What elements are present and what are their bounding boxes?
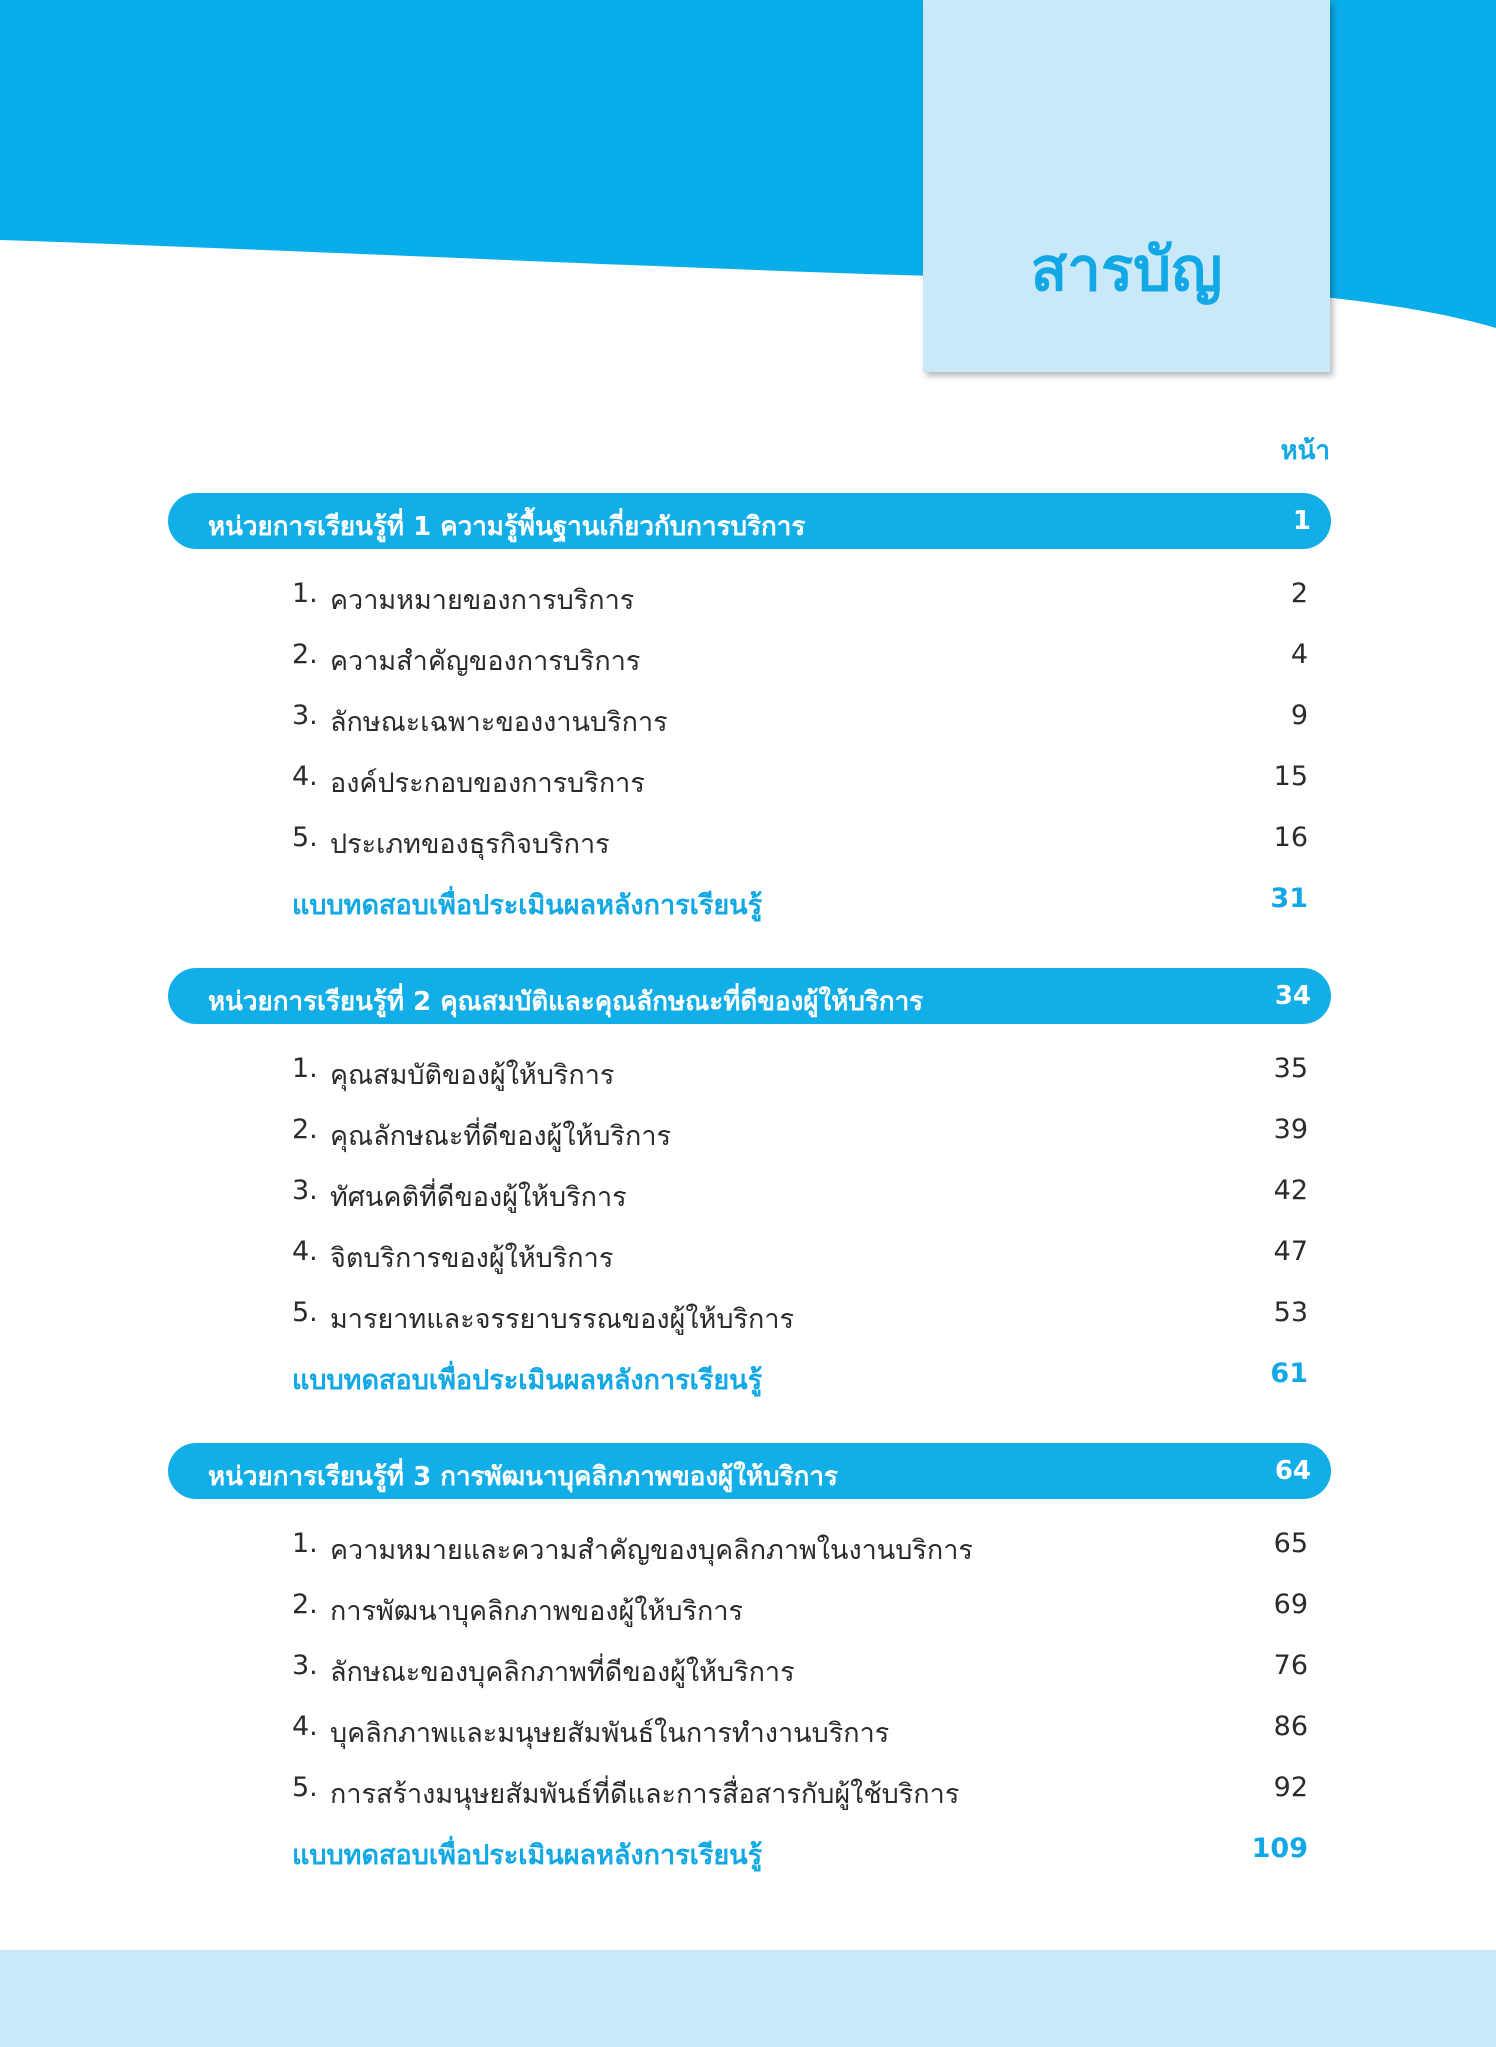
entry-title: ความหมายและความสำคัญของบุคลิกภาพในงานบริการ [330,1535,973,1566]
entry-title: การพัฒนาบุคลิกภาพของผู้ให้บริการ [330,1596,743,1627]
unit-title: หน่วยการเรียนรู้ที่ 3 การพัฒนาบุคลิกภาพของผู้ให้บริการ [208,1462,838,1492]
entry-page-number: 2 [1290,578,1308,609]
entry-number: 1. [292,1528,318,1559]
toc-entry[interactable] [292,1114,1308,1158]
entry-page-number: 35 [1273,1053,1308,1084]
page-column-label: หน้า [1280,436,1330,466]
unit-page-number: 64 [1274,1456,1311,1486]
entry-page-number: 15 [1273,761,1308,792]
toc-entry[interactable] [292,700,1308,744]
entry-title: การสร้างมนุษยสัมพันธ์ที่ดีและการสื่อสารกับผู้ใช้บริการ [330,1779,960,1810]
entry-title: ความสำคัญของการบริการ [330,646,641,677]
toc-entry[interactable] [292,1236,1308,1280]
toc-entry[interactable] [292,578,1308,622]
toc-entry[interactable] [292,1589,1308,1633]
entry-page-number: 76 [1273,1650,1308,1681]
entry-title: จิตบริการของผู้ให้บริการ [330,1243,614,1274]
quiz-page-number: 109 [1251,1833,1308,1864]
title-box [923,0,1330,372]
quiz-entry[interactable] [292,1358,1308,1402]
unit-title: หน่วยการเรียนรู้ที่ 1 ความรู้พื้นฐานเกี่ยวกับการบริการ [208,512,806,542]
entry-title: คุณสมบัติของผู้ให้บริการ [330,1060,615,1091]
quiz-title: แบบทดสอบเพื่อประเมินผลหลังการเรียนรู้ [292,1365,763,1396]
entry-title: มารยาทและจรรยาบรรณของผู้ให้บริการ [330,1304,794,1335]
unit-header-bar[interactable] [168,1443,1331,1499]
entry-page-number: 65 [1273,1528,1308,1559]
entry-page-number: 42 [1273,1175,1308,1206]
toc-entry[interactable] [292,639,1308,683]
quiz-entry[interactable] [292,883,1308,927]
entry-title: ลักษณะของบุคลิกภาพที่ดีของผู้ให้บริการ [330,1657,795,1688]
unit-header-bar[interactable] [168,493,1331,549]
toc-entry[interactable] [292,1772,1308,1816]
toc-entry[interactable] [292,1053,1308,1097]
entry-page-number: 39 [1273,1114,1308,1145]
entry-number: 5. [292,822,318,853]
entry-number: 2. [292,639,318,670]
quiz-title: แบบทดสอบเพื่อประเมินผลหลังการเรียนรู้ [292,890,763,921]
entry-page-number: 53 [1273,1297,1308,1328]
quiz-page-number: 61 [1270,1358,1308,1389]
quiz-page-number: 31 [1270,883,1308,914]
unit-page-number: 1 [1292,506,1311,536]
page-title: สารบัญ [1030,235,1223,305]
toc-entry[interactable] [292,761,1308,805]
entry-number: 3. [292,1175,318,1206]
entry-title: บุคลิกภาพและมนุษยสัมพันธ์ในการทำงานบริการ [330,1718,890,1749]
quiz-entry[interactable] [292,1833,1308,1877]
entry-number: 2. [292,1589,318,1620]
toc-entry[interactable] [292,1711,1308,1755]
entry-number: 5. [292,1297,318,1328]
entry-title: ทัศนคติที่ดีของผู้ให้บริการ [330,1182,627,1213]
unit-header-bar[interactable] [168,968,1331,1024]
entry-title: ลักษณะเฉพาะของงานบริการ [330,707,668,738]
entry-page-number: 16 [1273,822,1308,853]
entry-title: ความหมายของการบริการ [330,585,635,616]
toc-entry[interactable] [292,822,1308,866]
toc-entry[interactable] [292,1297,1308,1341]
unit-page-number: 34 [1274,981,1311,1011]
entry-page-number: 69 [1273,1589,1308,1620]
entry-number: 1. [292,578,318,609]
entry-page-number: 92 [1273,1772,1308,1803]
quiz-title: แบบทดสอบเพื่อประเมินผลหลังการเรียนรู้ [292,1840,763,1871]
entry-number: 5. [292,1772,318,1803]
entry-number: 3. [292,1650,318,1681]
entry-number: 4. [292,1711,318,1742]
toc-entry[interactable] [292,1650,1308,1694]
toc-entry[interactable] [292,1528,1308,1572]
entry-number: 2. [292,1114,318,1145]
entry-page-number: 86 [1273,1711,1308,1742]
entry-number: 4. [292,1236,318,1267]
unit-title: หน่วยการเรียนรู้ที่ 2 คุณสมบัติและคุณลักษณะที่ดีของผู้ให้บริการ [208,987,924,1017]
entry-page-number: 4 [1290,639,1308,670]
entry-title: ประเภทของธุรกิจบริการ [330,829,610,860]
entry-title: องค์ประกอบของการบริการ [330,768,645,799]
entry-number: 3. [292,700,318,731]
entry-number: 1. [292,1053,318,1084]
entry-title: คุณลักษณะที่ดีของผู้ให้บริการ [330,1121,671,1152]
entry-number: 4. [292,761,318,792]
footer-band [0,1950,1496,2047]
toc-entry[interactable] [292,1175,1308,1219]
entry-page-number: 47 [1273,1236,1308,1267]
entry-page-number: 9 [1290,700,1308,731]
